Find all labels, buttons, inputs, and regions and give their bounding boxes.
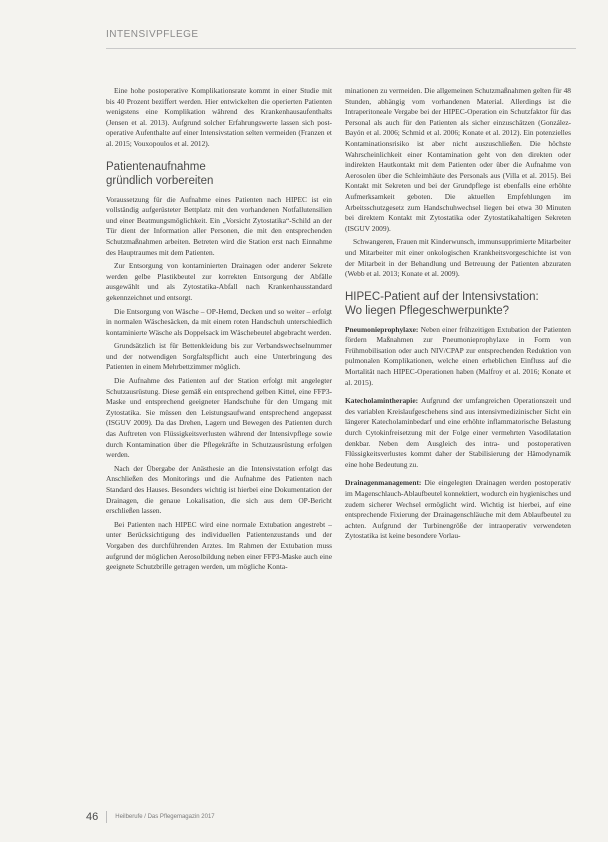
item-lead: Katecholamintherapie: bbox=[345, 396, 419, 406]
item-text: Neben einer frühzeitigen Extubation der Patienten fördern Maßnahmen zur Pneumonieprophylaxe in Form von Frühmobilisation oder auch NIV/CPAP zur entsprechenden Reduktion von pulmonalen Komplikationen, welche einen erheblichen Einfluss auf die Mortalität nach HIPEC-Operationen haben (Malfroy et al. 2016; Konate et al. 2015). bbox=[345, 324, 571, 387]
body-paragraph: Voraussetzung für die Aufnahme eines Patienten nach HIPEC ist ein vollständig aufgerüsteter Bettplatz mit den vorhandenen Notfallutensilien und einer Beatmungsmöglichkeit. Ein „Vorsicht Zytostatika“-Schild an der Tür dient der Information aller Personen, die mit den entsprechenden Schutzmaßnahmen arbeiten. Betreten wird die Station erst nach Einnahme des Hauptraumes mit dem Patienten. bbox=[106, 194, 332, 257]
focus-item-pneumonieprophylaxe bbox=[345, 325, 571, 389]
intro-paragraph: Eine hohe postoperative Komplikationsrate kommt in einer Studie mit bis 40 Prozent beziffert werden. Hier entwickelten die operierten Patienten wenigstens eine Komplikation während des Krankenhausaufenthalts (Jensen et al. 2013). Aufgrund solcher Erfahrungswerte lassen sich post-operative Aufenthalte auf einer Intensivstation selten vermeiden (Franzen et al. 2015; Vouxopoulos et al. 2012). bbox=[106, 86, 332, 148]
focus-item-katecholamintherapie bbox=[345, 396, 571, 470]
left-column bbox=[106, 86, 332, 576]
item-text: Aufgrund der umfangreichen Operationszeit und des variablen Kreislaufgeschehens sind aus intensivmedizinischer Sicht ein längerer Katecholaminbedarf und eine erhöhte inflammatorische Belastung durch Cytokinfreisetzung mit der Folge einer vermehrten Vasodilatation denkbar. Neben dem Ausgleich des intra- und postoperativen Flüssigkeitsverlustes kommt daher der Stabilisierung der Hämodynamik eine hohe Bedeutung zu. bbox=[345, 396, 571, 469]
heading-line: HIPEC-Patient auf der Intensivstation: bbox=[345, 290, 539, 303]
body-paragraph: Grundsätzlich ist für Bettenkleidung bis zur Verbandswechselnummer und der notwendigen Sorgfaltspflicht auch eine Unterbringung des Patienten in einem Mehrbettzimmer möglich. bbox=[106, 341, 332, 372]
page-number: 46 bbox=[86, 811, 99, 823]
footer-divider bbox=[106, 811, 107, 823]
section-heading-patientenaufnahme bbox=[106, 160, 332, 188]
body-paragraph: Die Aufnahme des Patienten auf der Station erfolgt mit angelegter Schutzausrüstung. Diese gemäß ein entsprechend gelben Kittel, eine FFP3-Maske und entsprechend geeigneter Handschuhe für den Umgang mit Zytostatika. Sie müssen den Leistungsaufwand entsprechend angepasst (ISGUV 2009). Da das Drehen, Lagern und Bewegen des Patienten durch das Auftreten von Flüssigkeitsverlusten während der Intensivpflege sowie durch Kontamination über die Pflegekräfte in Schutzausrüstung erfolgen werden. bbox=[106, 376, 332, 460]
focus-item-drainagenmanagement bbox=[345, 478, 571, 542]
item-lead: Drainagenmanagement: bbox=[345, 478, 422, 488]
heading-line: Patientenaufnahme bbox=[106, 160, 206, 173]
body-paragraph: minationen zu vermeiden. Die allgemeinen Schutzmaßnahmen gelten für 48 Stunden, abhängig vom vorhandenen Material. Allerdings ist die Intraperitoneale Vergabe bei der HIPEC-Operation ein Schutzfaktor für das Personal als auch für den Patienten als sicher einzuschätzen (González-Bayón et al. 2006; Schmid et al. 2006; Konate et al. 2012). Ein potenzielles Kontaminationsrisiko ist aber nicht auszuschließen. Die höchste Wahrscheinlichkeit einer Kontamination geht von den direkten oder indirekten Hautkontakt mit dem Patienten oder über die Aufnahme von Aerosolen über die Schleimhäute des Personals aus (Villa et al. 2015). Bei Kontakt mit Sekreten und bei der Grundpflege ist ebenfalls eine erhöhte Aufmerksamkeit geboten. Die aktuellen Empfehlungen im Arbeitsschutzgesetz zum Handschuhwechsel liegen bei etwa 30 Minuten bei direktem Kontakt mit Zytostatika oder Zytostatikahaltigen Sekreten (ISGUV 2009). bbox=[345, 86, 571, 233]
body-paragraph: Zur Entsorgung von kontaminierten Drainagen oder anderer Sekrete werden gelbe Plastikbeutel zur korrekten Entsorgung der Abfälle ausgewählt und als Zytostatika-Abfall nach Krankenhausstandard gekennzeichnet und entsorgt. bbox=[106, 261, 332, 302]
section-header: INTENSIVPFLEGE bbox=[106, 29, 199, 40]
body-paragraph: Schwangeren, Frauen mit Kinderwunsch, immunsupprimierte Mitarbeiter und Mitarbeiter mit einer onkologischen Krankheitsvorgeschichte ist von der Mitarbeit in der Behandlung und Betreuung der Patienten abzuraten (Webb et al. 2013; Konate et al. 2009). bbox=[345, 237, 571, 279]
header-divider bbox=[106, 48, 576, 49]
body-paragraph: Nach der Übergabe der Anästhesie an die Intensivstation erfolgt das Anschließen des Monitorings und die Aufnahme des Patienten nach Standard des Hauses. Besonders wichtig ist hierbei eine Dokumentation der Drainagen, die genaue Lokalisation, die sich aus dem OP-Bericht erschließen lassen. bbox=[106, 463, 332, 516]
body-paragraph: Die Entsorgung von Wäsche – OP-Hemd, Decken und so weiter – erfolgt in normalen Wäschesäcken, da mit einem roten Handschuh unterschiedlich kontaminierte Wäsche als Doppelsack im Wäschebeutel abgebracht werden. bbox=[106, 306, 332, 337]
section-heading-pflegeschwerpunkte bbox=[345, 290, 571, 318]
item-text: Die eingelegten Drainagen werden postoperativ im Magenschlauch-Ablaufbeutel konnektiert, wodurch ein hygienisches und zudem sicherer Wechsel ermöglicht wird. Wichtig ist hierbei, auf eine entsprechende Fixierung der Drainagenschläuche mit dem Ablaufbeutel zu achten. Aufgrund der Turbinengröße der intraoperativ verwendeten Zytostatika ist keine besondere Vorlau- bbox=[345, 478, 571, 541]
right-column bbox=[345, 86, 571, 545]
journal-name: Heilberufe / Das Pflegemagazin 2017 bbox=[115, 814, 215, 820]
item-lead: Pneumonieprophylaxe: bbox=[345, 324, 419, 334]
heading-line: Wo liegen Pflegeschwerpunkte? bbox=[345, 304, 510, 317]
heading-line: gründlich vorbereiten bbox=[106, 174, 214, 187]
page-footer bbox=[86, 811, 215, 823]
body-paragraph: Bei Patienten nach HIPEC wird eine normale Extubation angestrebt – unter Berücksichtigung des individuellen Patientenzustands und der Vorgaben des durchführenden Arztes. Im Rahmen der Extubation muss aufgrund der möglichen Aerosolbildung neben einer FFP3-Maske auch eine geeignete Schutzbrille getragen werden, um mögliche Konta- bbox=[106, 519, 332, 572]
